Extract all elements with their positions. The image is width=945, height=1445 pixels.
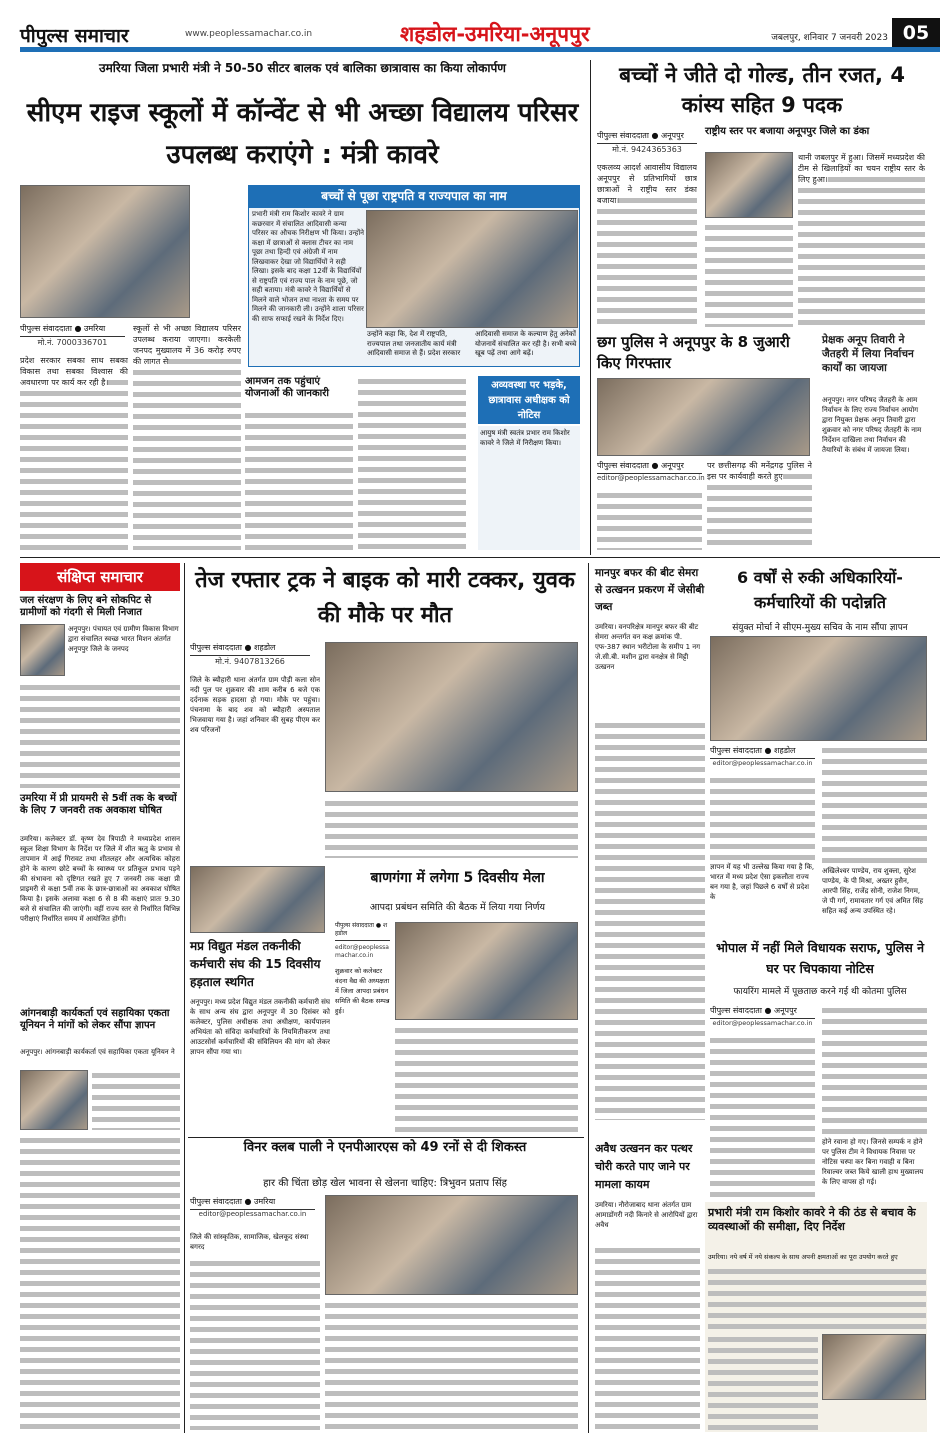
cricket-email: editor@peoplessamachar.co.in	[198, 1210, 307, 1218]
accident-byline: पीपुल्स संवाददाता ● शहडोल	[190, 642, 310, 656]
fair-headline: बाणगंगा में लगेगा 5 दिवसीय मेला	[370, 870, 545, 886]
brief-body-1-cont	[20, 682, 180, 788]
brief-body-3-cont	[92, 1070, 180, 1130]
police-body-2: पर छत्तीसगढ़ की मनेंद्रगढ़ पुलिस ने इस पर कार्यवाही करते हुए	[707, 460, 812, 550]
issue-date: जबलपुर, शनिवार 7 जनवरी 2023	[771, 33, 888, 43]
police-email: editor@peoplessamachar.co.in	[597, 474, 705, 482]
lead-box-body: प्रभारी मंत्री राम किशोर कावरे ने ग्राम कछरवार में संचालित आदिवासी कन्या परिसर का औचक निरीक्षण भी किया। उन्होंने कक्षा में छात्राओं से क्लास टीचर का नाम पूछा तथा हिन्दी एवं अंग्रेजी में नाम लिखवाकर देखा जो विद्यार्थियों ने सही लिखा। इसके बाद कक्षा 12वीं के विद्यार्थियों से राष्ट्रपति एवं राज्य पाल के नाम पूछे, जो सही बताया। मंत्री कावरे ने विद्यार्थियों से मिलने वाले भोजन तथा नाश्ता के समय पर मिलने की जानकारी ली। उन्होंने शाला परिसर की साफ सफाई रखने के निर्देश दिए।	[252, 210, 365, 323]
accident-mobile: मो.नं. 9407813266	[215, 657, 285, 666]
promotion-subhead: संयुक्त मोर्चा ने सीएम-मुख्य सचिव के नाम सौंपा ज्ञापन	[732, 623, 908, 633]
lead-headline: सीएम राइज स्कूलों में कॉन्वेंट से भी अच्छा विद्यालय परिसर उपलब्ध कराएंगे : मंत्री कावरे	[26, 98, 579, 170]
fair-body: शुक्रवार को कलेक्टर वंदना वैद्य की अध्यक्षता में जिला आपदा प्रबंधन समिति की बैठक सम्पन्न हुई।	[335, 967, 390, 1015]
accident-body: जिले के ब्यौहारी थाना अंतर्गत ग्राम पौड़ी कला सोन नदी पुल पर शुक्रवार की शाम करीब 6 बजे एक दर्दनाक सड़क हादसा हो गया। मौके पर पहुंचा। पंचनामा के बाद शव को ब्यौहारी अस्पताल भिजवाया गया है। जहां शनिवार की सुबह पीएम कर शव परिजनों	[190, 676, 320, 734]
union-photo	[20, 1070, 88, 1130]
jcb-body-2	[595, 720, 705, 1120]
strike-headline: मप्र विद्युत मंडल तकनीकी कर्मचारी संघ की 15 दिवसीय हड़ताल स्थगित	[190, 939, 321, 989]
lead-subhead: आमजन तक पहुंचाएं योजनाओं की जानकारी	[245, 376, 329, 399]
mining-body: उमरिया। नौरोजाबाद थाना अंतर्गत ग्राम आमाडोंगरी नदी किनारे से आरोपियों द्वारा अवैध	[595, 1201, 698, 1229]
strike-body: अनूपपुर। मध्य प्रदेश विद्युत मंडल तकनीकी कर्मचारी संघ के साथ अन्य संघ द्वारा अनूपपुर में 30 दिसंबर को कलेक्टर, पुलिस अधीक्षक तथा अधीक्षण, कार्यपालन अभियंता को संविदा कर्मचारियों के नियमितीकरण तथा आउटसोर्स कर्मचारियों की संविलियन की मांग को लेकर ज्ञापन सौंपा गया था।	[190, 998, 330, 1056]
promotion-body-2: ज्ञापन में यह भी उल्लेख किया गया है कि, भारत में मध्य प्रदेश ऐसा इकलौता राज्य बन गया है, जहां पिछले 6 वर्षों से प्रदेश के	[710, 863, 815, 901]
header-rule	[20, 47, 940, 52]
lead-photo	[20, 185, 190, 318]
accident-headline: तेज रफ्तार ट्रक ने बाइक को मारी टक्कर, युवक की मौके पर मौत	[195, 568, 575, 628]
promotion-body-4: अखिलेश्वर पाण्डेय, राय शुक्ला, सुरेश पाण्डेय, के पी मिश्रा, अख्तर हुसैन, आरपी सिंह, राजेंद्र सोनी, राजेश निगम, जे पी गर्ग, रामावतार गर्ग एवं अमित सिंह सहित कई अन्य उपस्थित रहे।	[822, 867, 924, 915]
brief-headline-3: आंगनबाड़ी कार्यकर्ता एवं सहायिका एकता यूनियन ने मांगों को लेकर सौंपा ज्ञापन	[20, 1008, 170, 1031]
fair-email: editor@peoplessamachar.co.in	[335, 944, 389, 959]
brief-headline-2: उमरिया में प्री प्रायमरी से 5वीं तक के बच्चों के लिए 7 जनवरी तक अवकाश घोषित	[20, 793, 177, 816]
medals-mobile: मो.नं. 9424365363	[612, 145, 682, 154]
lead-kicker: उमरिया जिला प्रभारी मंत्री ने 50-50 सीटर बालक एवं बालिका छात्रावास का किया लोकार्पण	[99, 61, 506, 75]
promotion-body-1	[710, 775, 815, 860]
bhopal-body-1	[710, 1035, 815, 1200]
cricket-body-3	[325, 1300, 578, 1430]
edition-title: शहडोल-उमरिया-अनूपपुर	[400, 22, 590, 46]
cricket-byline: पीपुल्स संवाददाता ● उमरिया	[190, 1196, 315, 1210]
bhopal-body-2	[822, 1005, 927, 1135]
lead-box-caption-2: आदिवासी समाज के कल्याण हेतु अनेकों योजनायें संचालित कर रही है। सभी बच्चे खूब पढ़ें तथा आगे बढ़ें।	[475, 330, 577, 357]
bhopal-body-3: होने रवाना हो गए। जिनसे सम्पर्क न होने पर पुलिस टीम ने विधायक निवास पर नोटिस चस्पा कर बिना गवाही व बिना रिवाल्वर जब्त किये खाली हाथ मुख्यालय के लिए वापस हो गई।	[822, 1138, 924, 1186]
column-divider	[588, 563, 589, 1433]
bhopal-subhead: फायरिंग मामले में पूछताछ करने गई थी कोतमा पुलिस	[733, 987, 907, 997]
fair-subhead: आपदा प्रबंधन समिति की बैठक में लिया गया निर्णय	[369, 902, 546, 913]
fair-byline: पीपुल्स संवाददाता ● शहडोल	[335, 922, 390, 941]
medal-winners-photo	[705, 152, 793, 218]
masthead-logo[interactable]: पीपुल्स समाचार	[20, 25, 129, 47]
lead-box-title: बच्चों से पूछा राष्ट्रपति व राज्यपाल का नाम	[248, 185, 580, 207]
fair-body-2	[395, 1025, 578, 1135]
lead-body-3	[245, 410, 353, 550]
lead-body-1: प्रदेश सरकार सबका साथ सबका विकास तथा सबका विश्वास की अवधारणा पर कार्य कर रही है।	[20, 355, 128, 550]
meeting-photo	[395, 922, 578, 1020]
column-divider	[184, 563, 185, 1433]
police-byline: पीपुल्स संवाददाता ● अनूपपुर	[597, 460, 702, 474]
brief-label: संक्षिप्त समाचार	[20, 563, 180, 591]
medals-headline: बच्चों ने जीते दो गोल्ड, तीन रजत, 4 कांस्य सहित 9 पदक	[619, 63, 905, 117]
lead-mobile: मो.नं. 7000336701	[37, 338, 108, 347]
lead-box-caption-1: उन्होंने कहा कि, देश में राष्ट्रपति, राज्यपाल तथा जनजातीय कार्य मंत्री आदिवासी समाज से हैं। प्रदेश सरकार	[367, 330, 461, 357]
section-divider	[188, 1137, 584, 1138]
observer-headline: प्रेक्षक अनूप तिवारी ने जैतहरी में लिया निर्वाचन कार्यों का जायजा	[822, 334, 914, 374]
accident-body-2	[325, 798, 578, 858]
cold-headline: प्रभारी मंत्री राम किशोर कावरे ने की ठंड से बचाव के व्यवस्थाओं की समीक्षा, दिए निर्देश	[708, 1206, 916, 1233]
mining-body-2	[595, 1245, 700, 1430]
cold-body-2	[708, 1266, 926, 1330]
medals-body-3: थानी जबलपुर में हुआ। जिसमें मध्यप्रदेश की टीम से खिलाड़ियों का चयन राष्ट्रीय स्तर के लिए हुआ।	[798, 152, 925, 328]
brief-body-3: अनूपपुर। आंगनबाड़ी कार्यकर्ता एवं सहायिका एकता यूनियन ने	[20, 1048, 175, 1056]
promotion-email: editor@peoplessamachar.co.in	[712, 759, 813, 767]
mining-headline: अवैध उत्खनन कर पत्थर चोरी करते पाए जाने पर मामला कायम	[595, 1142, 693, 1191]
page-number: 05	[892, 18, 940, 48]
promotion-byline: पीपुल्स संवाददाता ● शहडोल	[710, 745, 815, 759]
medals-body-2	[705, 222, 793, 327]
jcb-headline: मानपुर बफर की बीट सेमरा से उत्खनन प्रकरण में जेसीबी जब्त	[595, 567, 705, 613]
strike-photo	[190, 866, 325, 933]
bhopal-email: editor@peoplessamachar.co.in	[712, 1019, 813, 1027]
classroom-photo	[366, 210, 578, 328]
medals-body: एकलव्य आदर्श आवासीय विद्यालय अनूपपुर से प्रतिभागियों छात्र छात्राओं ने राष्ट्रीय स्तर डंका बजाया।	[597, 162, 697, 327]
medals-byline: पीपुल्स संवाददाता ● अनूपपुर	[597, 130, 697, 144]
jcb-body: उमरिया। वनपरिक्षेत्र मानपुर बफर की बीट सेमरा अन्तर्गत वन कक्ष क्रमांक पी. एफ-387 स्थान भरीटोला के समीप 1 नग जे.सी.बी. मशीन द्वारा वनक्षेत्र से मिट्टी उत्खनन	[595, 623, 701, 671]
cricket-body-2	[190, 1258, 320, 1430]
cold-body-3	[708, 1334, 818, 1430]
lead-body-4	[358, 376, 466, 550]
cold-body: उमरिया। नये वर्ष में नये संकल्प के साथ अपनी क्षमताओं का पूरा उपयोग करते हुए	[708, 1253, 898, 1261]
promotion-body-3	[822, 745, 927, 865]
section-divider	[20, 557, 940, 558]
bhopal-byline: पीपुल्स संवाददाता ● अनूपपुर	[710, 1005, 815, 1019]
brief-headline-1: जल संरक्षण के लिए बने सोकपिट से ग्रामीणों को गंदगी से मिली निजात	[20, 595, 152, 618]
medals-subhead: राष्ट्रीय स्तर पर बजाया अनूपपुर जिले का डंका	[705, 126, 870, 137]
brief-body-3-more	[20, 1135, 180, 1432]
cricket-headline: विनर क्लब पाली ने एनपीआरएस को 49 रनों से दी शिकस्त	[243, 1140, 527, 1155]
notice-box-body: आयुष मंत्री स्वतंत्र प्रभार राम किशोर कावरे ने जिले में निरीक्षण किया।	[478, 426, 580, 550]
sokpit-photo	[20, 624, 65, 676]
promotion-headline: 6 वर्षों से रुकी अधिकारियों-कर्मचारियों की पदोन्नति	[737, 568, 903, 612]
brief-body-2: उमरिया। कलेक्टर डॉ. कृष्ण देव त्रिपाठी ने मध्यप्रदेश शासन स्कूल शिक्षा विभाग के निर्देश पर जिले में शीत ऋतु के प्रभाव से तापमान में आई गिरावट तथा शीतलहर और अत्यधिक कोहरा होने के कारण छोटे बच्चों के स्वास्थ्य पर प्रतिकूल प्रभाव पड़ने की संभावना को दृष्टिगत रखते हुए 7 जनवरी तक कक्षा प्री प्राइमरी से कक्षा 5वीं तक के छात्र-छात्राओं का अवकाश घोषित किया है। इसके अलावा कक्षा 6 से 8 की कक्षाएं प्रातः 9.30 बजे से संचालित की जाएंगी। वहीं राज्य स्तर से निर्धारित विभिन्न परीक्षाएं निर्धारित समय में आयोजित होंगी।	[20, 835, 180, 923]
notice-box-title: अव्यवस्था पर भड़के, छात्रावास अधीक्षक को नोटिस	[478, 376, 580, 424]
memorandum-photo	[710, 636, 927, 741]
column-divider	[590, 60, 591, 555]
lead-body-2: स्कूलों से भी अच्छा विद्यालय परिसर उपलब्ध कराया जाएगा। करकेली जनपद मुख्यालय में 36 करोड़ रुपए की लागत से	[133, 323, 241, 550]
police-headline: छग पुलिस ने अनूपपुर के 8 जुआरी किए गिरफ्तार	[597, 333, 790, 372]
police-body-1	[597, 490, 702, 550]
bhopal-headline: भोपाल में नहीं मिले विधायक सराफ, पुलिस ने घर पर चिपकाया नोटिस	[715, 940, 925, 976]
gamblers-photo	[597, 378, 810, 456]
cricket-body: जिले की सांस्कृतिक, सामाजिक, खेलकूद संस्था बगरद	[190, 1233, 309, 1251]
lead-byline: पीपुल्स संवाददाता ● उमरिया	[20, 323, 125, 337]
trophy-photo	[325, 1195, 578, 1295]
cricket-subhead: हार की चिंता छोड़ खेल भावना से खेलना चाहिए: त्रिभुवन प्रताप सिंह	[263, 1178, 507, 1189]
review-meeting-photo	[822, 1334, 926, 1400]
brief-body-1: अनूपपुर। पंचायत एवं ग्रामीण विकास विभाग द्वारा संचालित स्वच्छ भारत मिशन अंतर्गत अनूपपुर जिले के जनपद	[68, 625, 179, 653]
observer-body: अनूपपुर। नगर परिषद जैतहरी के आम निर्वाचन के लिए राज्य निर्वाचन आयोग द्वारा नियुक्त प्रेक्षक अनूप तिवारी द्वारा शुक्रवार को नगर परिषद जैतहरी के नाम निर्देशन दाखिला तथा निर्वाचन की तैयारियों के संबंध में जायजा लिया।	[822, 396, 922, 454]
accident-photo	[325, 642, 578, 792]
website-url[interactable]: www.peoplessamachar.co.in	[185, 29, 313, 39]
